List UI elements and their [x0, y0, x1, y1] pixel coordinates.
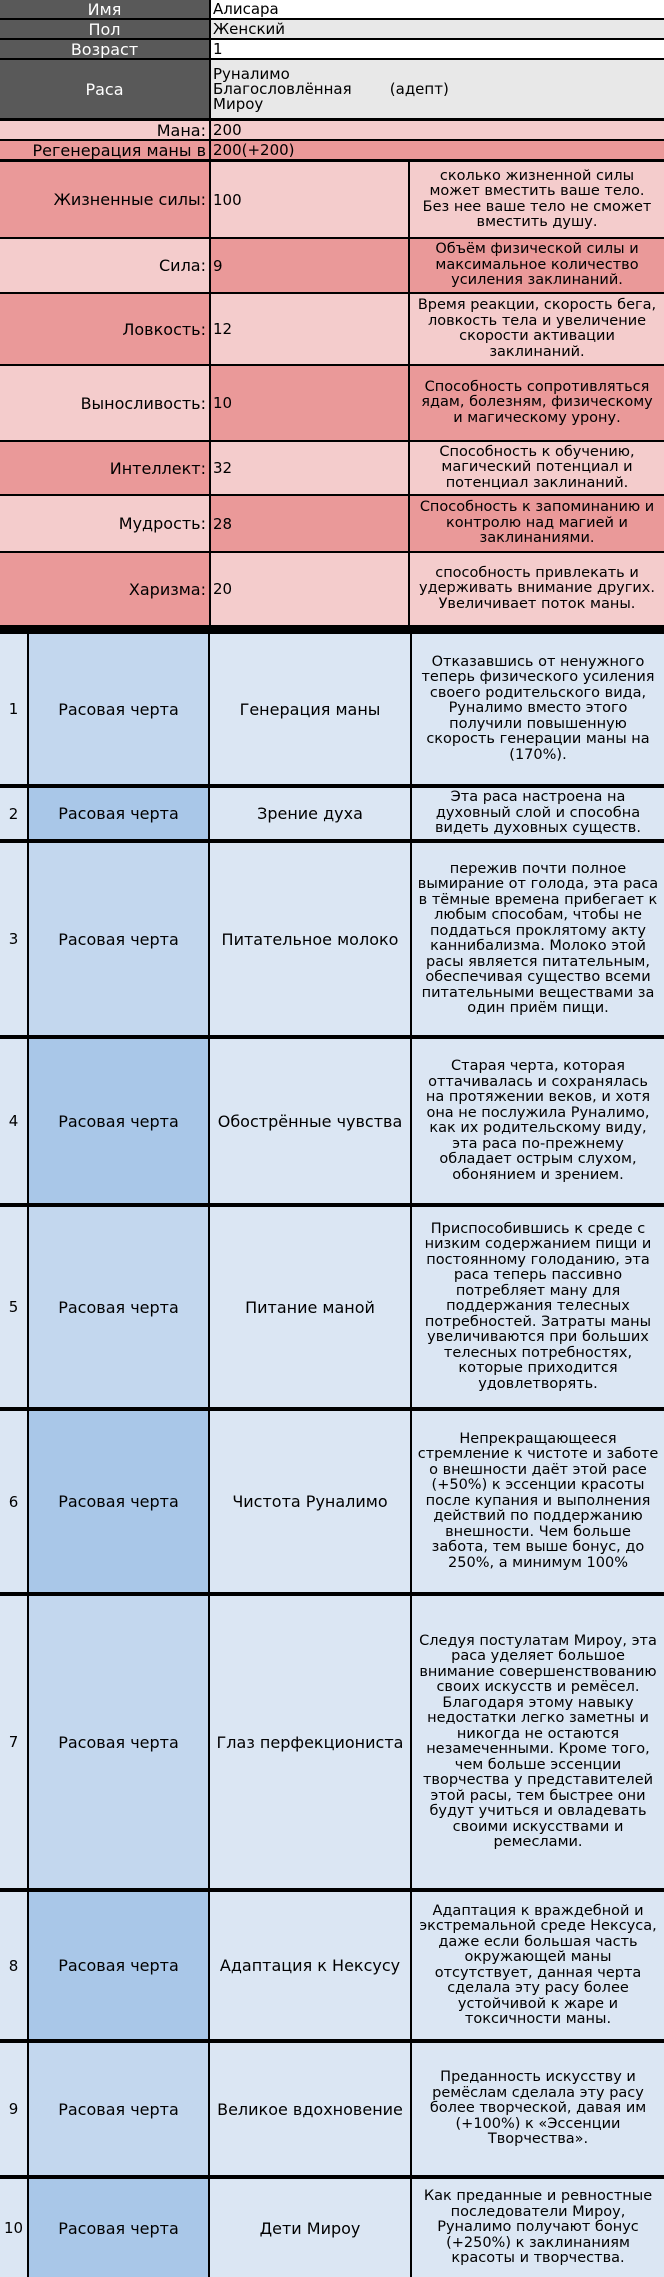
trait-number: 8 — [0, 1892, 27, 2039]
section-divider — [0, 628, 664, 632]
stat-value[interactable]: 20 — [211, 553, 408, 625]
trait-name[interactable]: Адаптация к Нексусу — [210, 1892, 410, 2039]
trait-description: пережив почти полное вымирание от голода, эта раса в тёмные времена прибегает к любым способам, чтобы не поддаться проклятому акту каннибализма. Молоко этой расы является питательным, обеспечивая существо всеми питательными веществами за один приём пищи. — [412, 843, 664, 1035]
trait-row — [0, 1207, 664, 1407]
stat-label: Интеллект: — [0, 442, 209, 494]
profile-value[interactable] — [211, 60, 664, 118]
profile-value[interactable]: Алисара — [211, 0, 664, 18]
stat-row — [0, 496, 664, 551]
trait-type: Расовая черта — [29, 2179, 208, 2277]
trait-type: Расовая черта — [29, 788, 208, 839]
trait-row — [0, 634, 664, 784]
trait-type: Расовая черта — [29, 1039, 208, 1203]
trait-row — [0, 788, 664, 839]
stat-label: Регенерация маны в — [0, 141, 209, 159]
stat-label: Мана: — [0, 121, 209, 139]
trait-number: 4 — [0, 1039, 27, 1203]
stat-label: Выносливость: — [0, 366, 209, 440]
stat-row — [0, 553, 664, 625]
trait-type: Расовая черта — [29, 843, 208, 1035]
profile-row-name — [0, 0, 664, 18]
stat-label: Сила: — [0, 239, 209, 292]
stat-description: Способность к запоминанию и контролю над магией и заклинаниями. — [410, 496, 664, 551]
trait-number: 10 — [0, 2179, 27, 2277]
profile-key: Имя — [0, 0, 209, 18]
trait-row — [0, 1039, 664, 1203]
trait-name[interactable]: Великое вдохновение — [210, 2043, 410, 2175]
profile-key: Возраст — [0, 40, 209, 58]
stat-label: Харизма: — [0, 553, 209, 625]
trait-description: Старая черта, которая оттачивалась и сохранялась на протяжении веков, и хотя она не послужила Руналимо, как их родительскому виду, эта раса по-прежнему обладает острым слухом, обонянием и зрением. — [412, 1039, 664, 1203]
stat-description: сколько жизненной силы может вместить ваше тело. Без нее ваше тело не сможет вместить душу. — [410, 162, 664, 237]
profile-key: Пол — [0, 20, 209, 38]
stat-value[interactable]: 12 — [211, 294, 408, 364]
trait-name[interactable]: Зрение духа — [210, 788, 410, 839]
profile-row-race — [0, 60, 664, 118]
trait-type: Расовая черта — [29, 1207, 208, 1407]
trait-type: Расовая черта — [29, 1596, 208, 1888]
trait-number: 5 — [0, 1207, 27, 1407]
trait-description: Непрекращающееся стремление к чистоте и заботе о внешности даёт этой расе (+50%) к эссенции красоты после купания и выполнения действий по поддержанию внешности. Чем больше забота, тем выше бонус, до 250%, а минимум 100% — [412, 1411, 664, 1592]
trait-description: Адаптация к враждебной и экстремальной среде Нексуса, даже если большая часть окружающей маны отсутствует, данная черта сделала эту расу более устойчивой к жаре и токсичности маны. — [412, 1892, 664, 2039]
trait-row — [0, 1892, 664, 2039]
stat-value[interactable]: 9 — [211, 239, 408, 292]
profile-row-age — [0, 40, 664, 58]
trait-description: Как преданные и ревностные последователи Мироу, Руналимо получают бонус (+250%) к заклинаниям красоты и творчества. — [412, 2179, 664, 2277]
trait-row — [0, 1411, 664, 1592]
trait-description: Эта раса настроена на духовный слой и способна видеть духовных существ. — [412, 788, 664, 839]
trait-description: Преданность искусству и ремёслам сделала эту расу более творческой, давая им (+100%) к «Эссенции Творчества». — [412, 2043, 664, 2175]
trait-number: 3 — [0, 843, 27, 1035]
trait-description: Следуя постулатам Мироу, эта раса уделяет большое внимание совершенствованию своих искусств и ремёсел. Благодаря этому навыку недостатки легко заметны и никогда не остаются незамеченными. Кроме того, чем больше эссенции творчества у представителей этой расы, тем быстрее они будут учиться и овладевать своими искусствами и ремеслами. — [412, 1596, 664, 1888]
trait-type: Расовая черта — [29, 2043, 208, 2175]
profile-row-gender — [0, 20, 664, 38]
trait-type: Расовая черта — [29, 634, 208, 784]
stat-row — [0, 121, 664, 139]
stat-label: Мудрость: — [0, 496, 209, 551]
stat-value[interactable]: 200(+200) — [211, 141, 664, 159]
trait-row — [0, 843, 664, 1035]
trait-description: Приспособившись к среде с низким содержанием пищи и постоянному голоданию, эта раса теперь пассивно потребляет ману для поддержания телесных потребностей. Затраты маны увеличиваются при больших телесных потребностях, которые приходится удовлетворять. — [412, 1207, 664, 1407]
profile-value[interactable]: 1 — [211, 40, 664, 58]
stat-description: способность привлекать и удерживать внимание других. Увеличивает поток маны. — [410, 553, 664, 625]
trait-name[interactable]: Питательное молоко — [210, 843, 410, 1035]
trait-description: Отказавшись от ненужного теперь физического усиления своего родительского вида, Руналимо вместо этого получили повышенную скорость генерации маны на (170%). — [412, 634, 664, 784]
stat-row — [0, 294, 664, 364]
stat-label: Ловкость: — [0, 294, 209, 364]
trait-name[interactable]: Обострённые чувства — [210, 1039, 410, 1203]
race-line: Руналимо — [213, 64, 290, 83]
trait-number: 7 — [0, 1596, 27, 1888]
stat-row — [0, 141, 664, 159]
stat-row — [0, 442, 664, 494]
stat-row — [0, 366, 664, 440]
stat-description: Время реакции, скорость бега, ловкость тела и увеличение скорости активации заклинаний. — [410, 294, 664, 364]
stat-value[interactable]: 100 — [211, 162, 408, 237]
stat-description: Объём физической силы и максимальное количество усиления заклинаний. — [410, 239, 664, 292]
trait-name[interactable]: Чистота Руналимо — [210, 1411, 410, 1592]
stat-value[interactable]: 200 — [211, 121, 664, 139]
stat-value[interactable]: 28 — [211, 496, 408, 551]
profile-key: Раса — [0, 60, 209, 118]
profile-value[interactable]: Женский — [211, 20, 664, 38]
trait-number: 9 — [0, 2043, 27, 2175]
stat-description: Способность сопротивляться ядам, болезням, физическому и магическому урону. — [410, 366, 664, 440]
stat-row — [0, 239, 664, 292]
stat-row — [0, 162, 664, 237]
trait-name[interactable]: Генерация маны — [210, 634, 410, 784]
race-line: Мироу — [213, 94, 264, 113]
stat-description: Способность к обучению, магический потенциал и потенциал заклинаний. — [410, 442, 664, 494]
trait-name[interactable]: Глаз перфекциониста — [210, 1596, 410, 1888]
trait-row — [0, 1596, 664, 1888]
stat-value[interactable]: 10 — [211, 366, 408, 440]
race-line: Благословлённая (адепт) — [213, 79, 449, 98]
trait-number: 1 — [0, 634, 27, 784]
stat-label: Жизненные силы: — [0, 162, 209, 237]
stat-value[interactable]: 32 — [211, 442, 408, 494]
trait-type: Расовая черта — [29, 1892, 208, 2039]
trait-name[interactable]: Питание маной — [210, 1207, 410, 1407]
trait-type: Расовая черта — [29, 1411, 208, 1592]
trait-number: 2 — [0, 788, 27, 839]
trait-number: 6 — [0, 1411, 27, 1592]
trait-row — [0, 2179, 664, 2277]
trait-row — [0, 2043, 664, 2175]
trait-name[interactable]: Дети Мироу — [210, 2179, 410, 2277]
